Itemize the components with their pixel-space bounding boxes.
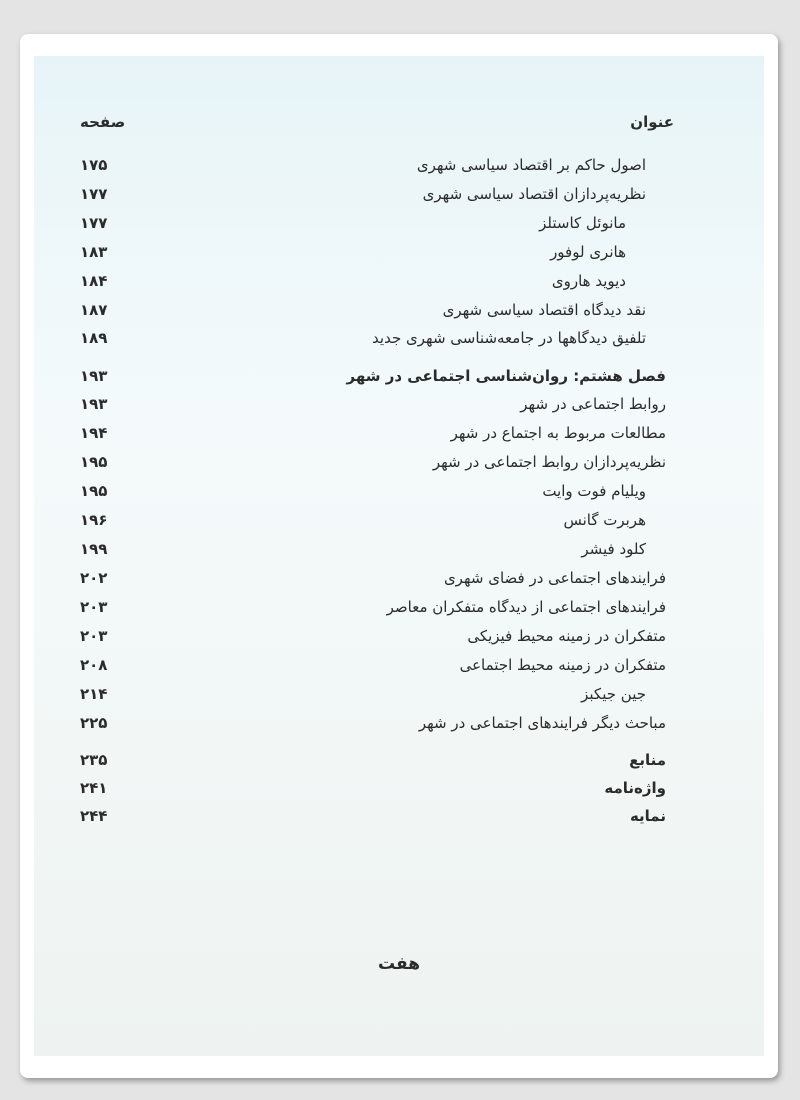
toc-entry: [34, 180, 764, 208]
toc-entry: [34, 151, 764, 179]
entry-page: ۲۰۲: [80, 569, 108, 587]
entry-title: ویلیام فوت وایت: [542, 482, 646, 500]
entry-title: مباحث دیگر فرایندهای اجتماعی در شهر: [418, 714, 666, 732]
entry-title: نظریه‌پردازان اقتصاد سیاسی شهری: [422, 185, 646, 203]
entry-title: نمایه: [629, 807, 666, 825]
page-column-heading: صفحه: [80, 113, 126, 131]
toc-entry-glossary: [34, 774, 764, 802]
toc-entry: [34, 709, 764, 737]
entry-title: کلود فیشر: [581, 540, 646, 558]
toc-entry: [34, 564, 764, 592]
entry-page: ۱۹۳: [80, 395, 108, 413]
entry-title: دیوید هاروی: [551, 272, 626, 290]
toc-entry: [34, 477, 764, 505]
entry-page: ۱۸۳: [80, 243, 108, 261]
toc-entry: [34, 593, 764, 621]
entry-page: ۱۹۹: [80, 540, 108, 558]
entry-title: تلفیق دیدگاهها در جامعه‌شناسی شهری جدید: [372, 329, 646, 347]
toc-entry: [34, 324, 764, 352]
entry-title: متفکران در زمینه محیط اجتماعی: [459, 656, 666, 674]
entry-page: ۱۷۷: [80, 185, 108, 203]
entry-page: ۱۷۷: [80, 214, 108, 232]
entry-title: مانوئل کاستلز: [539, 214, 626, 232]
title-column-heading: عنوان: [630, 113, 674, 131]
entry-page: ۱۹۳: [80, 367, 108, 385]
toc-entry: [34, 296, 764, 324]
entry-page: ۱۸۷: [80, 301, 108, 319]
entry-page: ۱۷۵: [80, 156, 108, 174]
entry-title: اصول حاکم بر اقتصاد سیاسی شهری: [416, 156, 646, 174]
entry-title: نقد دیدگاه اقتصاد سیاسی شهری: [442, 301, 646, 319]
entry-title: هانری لوفور: [550, 243, 626, 261]
toc-entry-references: [34, 746, 764, 774]
entry-page: ۲۰۳: [80, 627, 108, 645]
entry-title: نظریه‌پردازان روابط اجتماعی در شهر: [432, 453, 666, 471]
entry-page: ۱۹۴: [80, 424, 108, 442]
entry-title: جین جیکبز: [581, 685, 646, 703]
toc-entry-index: [34, 802, 764, 830]
entry-page: ۲۴۱: [80, 779, 108, 797]
entry-title: متفکران در زمینه محیط فیزیکی: [467, 627, 666, 645]
entry-page: ۱۹۶: [80, 511, 108, 529]
toc-chapter: [34, 362, 764, 390]
entry-title: واژه‌نامه: [604, 779, 666, 797]
entry-title: روابط اجتماعی در شهر: [520, 395, 666, 413]
toc-entry: [34, 267, 764, 295]
entry-title: فرایندهای اجتماعی در فضای شهری: [443, 569, 666, 587]
chapter-title: فصل هشتم: روان‌شناسی اجتماعی در شهر: [346, 367, 666, 385]
entry-page: ۱۸۹: [80, 329, 108, 347]
entry-page: ۲۰۳: [80, 598, 108, 616]
toc-entry: [34, 506, 764, 534]
entry-title: منابع: [629, 751, 666, 769]
toc-entry: [34, 209, 764, 237]
entry-page: ۲۰۸: [80, 656, 108, 674]
entry-page: ۱۹۵: [80, 453, 108, 471]
toc-entry: [34, 535, 764, 563]
toc-entry: [34, 622, 764, 650]
toc-header: [34, 108, 764, 136]
entry-page: ۱۸۴: [80, 272, 108, 290]
toc-entry: [34, 680, 764, 708]
entry-title: هربرت گانس: [563, 511, 646, 529]
toc-entry: [34, 419, 764, 447]
toc-entry: [34, 238, 764, 266]
page-number-footer: هفت: [377, 954, 421, 974]
entry-page: ۲۳۵: [80, 751, 108, 769]
toc-entry: [34, 651, 764, 679]
entry-page: ۱۹۵: [80, 482, 108, 500]
toc-entry: [34, 448, 764, 476]
entry-title: فرایندهای اجتماعی از دیدگاه متفکران معاصر: [386, 598, 666, 616]
toc-entry: [34, 390, 764, 418]
entry-page: ۲۴۴: [80, 807, 108, 825]
scanned-page: [34, 56, 764, 1056]
entry-title: مطالعات مربوط به اجتماع در شهر: [450, 424, 666, 442]
entry-page: ۲۲۵: [80, 714, 108, 732]
entry-page: ۲۱۴: [80, 685, 108, 703]
